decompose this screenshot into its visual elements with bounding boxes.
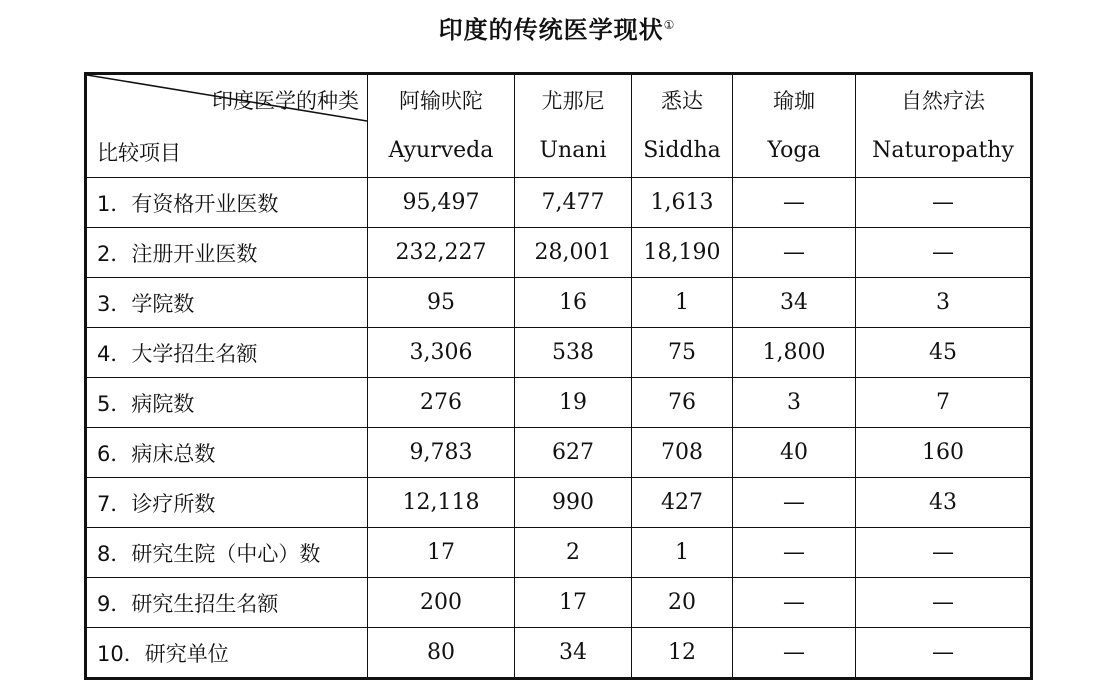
table-cell: 17 bbox=[368, 528, 515, 578]
corner-column-heading: 印度医学的种类 bbox=[212, 89, 359, 113]
table-cell: — bbox=[856, 528, 1032, 578]
corner-row-heading: 比较项目 bbox=[97, 141, 181, 165]
table-cell: 276 bbox=[368, 378, 515, 428]
table-cell: 12 bbox=[632, 628, 733, 679]
table-cell: 1,800 bbox=[733, 328, 856, 378]
table-cell: 2 bbox=[515, 528, 632, 578]
table-cell: 75 bbox=[632, 328, 733, 378]
table-row bbox=[86, 628, 1032, 679]
table-cell: — bbox=[733, 178, 856, 228]
table-cell: 990 bbox=[515, 478, 632, 528]
column-header-zh: 尤那尼 bbox=[541, 88, 605, 113]
column-header-zh: 自然疗法 bbox=[901, 88, 985, 113]
table-cell: 20 bbox=[632, 578, 733, 628]
table-cell: 19 bbox=[515, 378, 632, 428]
column-header-en: Unani bbox=[539, 137, 607, 163]
title-footnote-mark: ① bbox=[663, 18, 676, 32]
column-header bbox=[856, 74, 1032, 178]
table-cell: 16 bbox=[515, 278, 632, 328]
table-cell: 17 bbox=[515, 578, 632, 628]
table-cell: 18,190 bbox=[632, 228, 733, 278]
column-header-en: Siddha bbox=[643, 137, 721, 163]
table-cell: 34 bbox=[515, 628, 632, 679]
column-header-zh: 瑜珈 bbox=[773, 88, 815, 113]
title-text: 印度的传统医学现状 bbox=[438, 16, 664, 44]
row-label: 9．研究生招生名额 bbox=[86, 578, 368, 628]
table-cell: 1 bbox=[632, 278, 733, 328]
table-cell: 538 bbox=[515, 328, 632, 378]
table-cell: — bbox=[733, 578, 856, 628]
table-cell: — bbox=[856, 578, 1032, 628]
table-cell: — bbox=[733, 228, 856, 278]
table-cell: — bbox=[733, 478, 856, 528]
column-header bbox=[368, 74, 515, 178]
table-row bbox=[86, 428, 1032, 478]
table-cell: 40 bbox=[733, 428, 856, 478]
row-label: 6．病床总数 bbox=[86, 428, 368, 478]
row-label: 2．注册开业医数 bbox=[86, 228, 368, 278]
row-label: 10．研究单位 bbox=[86, 628, 368, 679]
table-cell: 28,001 bbox=[515, 228, 632, 278]
table-cell: — bbox=[733, 528, 856, 578]
table-cell: 232,227 bbox=[368, 228, 515, 278]
column-header-zh: 阿输吠陀 bbox=[399, 88, 483, 113]
table-row bbox=[86, 228, 1032, 278]
table-cell: 200 bbox=[368, 578, 515, 628]
table-cell: 1,613 bbox=[632, 178, 733, 228]
column-header bbox=[632, 74, 733, 178]
table-row bbox=[86, 328, 1032, 378]
table-cell: 160 bbox=[856, 428, 1032, 478]
table-cell: 34 bbox=[733, 278, 856, 328]
table-cell: 43 bbox=[856, 478, 1032, 528]
header-row bbox=[86, 74, 1032, 178]
table-cell: 7 bbox=[856, 378, 1032, 428]
header-corner-cell bbox=[86, 74, 368, 178]
table-cell: — bbox=[856, 178, 1032, 228]
table-cell: — bbox=[856, 628, 1032, 679]
table-cell: 9,783 bbox=[368, 428, 515, 478]
table-cell: — bbox=[733, 628, 856, 679]
table-cell: 3,306 bbox=[368, 328, 515, 378]
table-cell: 95,497 bbox=[368, 178, 515, 228]
row-label: 3．学院数 bbox=[86, 278, 368, 328]
row-label: 8．研究生院（中心）数 bbox=[86, 528, 368, 578]
table-cell: 80 bbox=[368, 628, 515, 679]
table-cell: — bbox=[856, 228, 1032, 278]
table-row bbox=[86, 378, 1032, 428]
table-row bbox=[86, 278, 1032, 328]
table-cell: 627 bbox=[515, 428, 632, 478]
table-row bbox=[86, 528, 1032, 578]
table-cell: 3 bbox=[856, 278, 1032, 328]
table-row bbox=[86, 478, 1032, 528]
column-header-en: Naturopathy bbox=[872, 137, 1014, 163]
table-cell: 45 bbox=[856, 328, 1032, 378]
table-cell: 1 bbox=[632, 528, 733, 578]
table-row bbox=[86, 178, 1032, 228]
table-row bbox=[86, 578, 1032, 628]
column-header-en: Yoga bbox=[767, 137, 821, 163]
column-header bbox=[733, 74, 856, 178]
column-header-zh: 悉达 bbox=[661, 88, 703, 113]
medicine-comparison-table bbox=[84, 72, 1033, 680]
row-label: 7．诊疗所数 bbox=[86, 478, 368, 528]
table-title bbox=[0, 10, 1114, 45]
table-cell: 708 bbox=[632, 428, 733, 478]
row-label: 1．有资格开业医数 bbox=[86, 178, 368, 228]
table-cell: 3 bbox=[733, 378, 856, 428]
table-cell: 76 bbox=[632, 378, 733, 428]
row-label: 4．大学招生名额 bbox=[86, 328, 368, 378]
table-cell: 7,477 bbox=[515, 178, 632, 228]
column-header-en: Ayurveda bbox=[388, 137, 494, 163]
table-cell: 427 bbox=[632, 478, 733, 528]
column-header bbox=[515, 74, 632, 178]
row-label: 5．病院数 bbox=[86, 378, 368, 428]
table-cell: 95 bbox=[368, 278, 515, 328]
table-cell: 12,118 bbox=[368, 478, 515, 528]
